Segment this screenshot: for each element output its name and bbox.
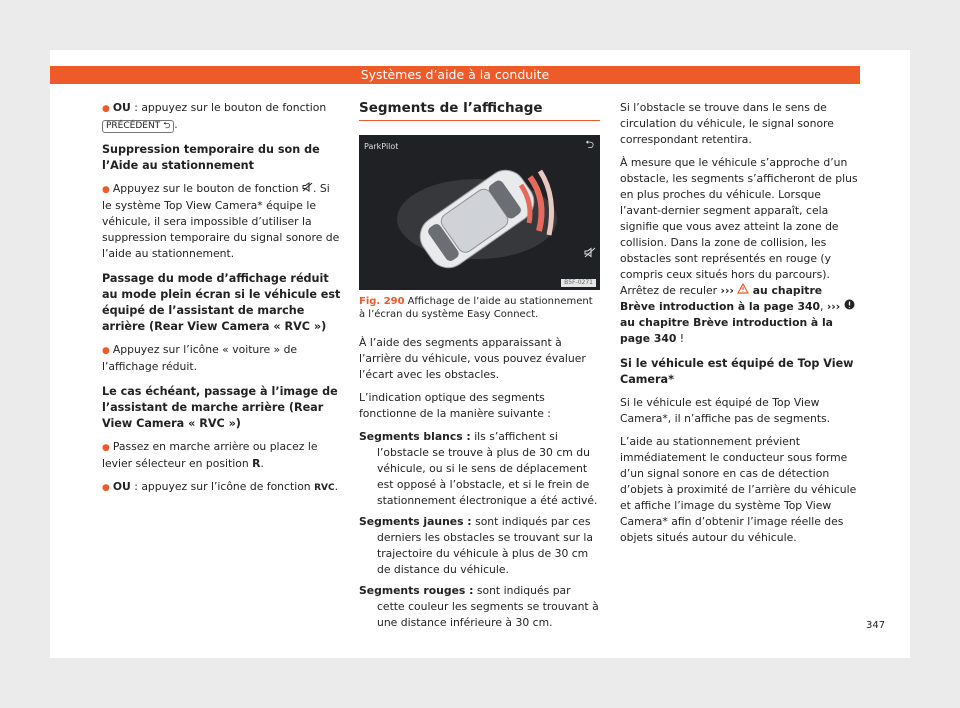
figure-caption: Fig. 290 Affichage de l’aide au stationnement à l’écran du système Easy Connect.: [359, 296, 593, 320]
back-arrow-icon: ⮌: [163, 121, 171, 131]
section-title: Segments de l’affichage: [359, 100, 600, 121]
screen-title: ParkPilot: [364, 142, 399, 151]
or-instruction-1: ● OU : appuyez sur le bouton de fonction PRÉCÉDENT ⮌ .: [102, 101, 327, 131]
rvc-label: RVC: [314, 483, 335, 493]
paragraph: Si le véhicule est équipé de Top View Camera*, il n’affiche pas de segments.: [620, 396, 831, 425]
column-2: [359, 100, 600, 636]
cross-reference-link[interactable]: au chapitre Brève introduction à la page 340: [620, 284, 823, 313]
key-precedent: PRÉCÉDENT ⮌: [102, 120, 174, 133]
mute-icon: [584, 247, 596, 258]
list-item: Segments blancs : ils s’affichent si l’obstacle se trouve à plus de 30 cm du véhicule, ou si le sens de déplacement est opposé à l’obstacle, et si le frein de stationnement électronique a été activé.: [359, 430, 598, 507]
info-icon: [844, 299, 855, 310]
figure-code: B5F-0271: [561, 279, 596, 287]
column-1: [102, 100, 342, 503]
list-item: Segments jaunes : sont indiqués par ces derniers les obstacles se trouvant sur la trajectoire du véhicule à plus de 30 cm de distance du véhicule.: [359, 515, 594, 576]
list-item: Segments rouges : sont indiqués par cette couleur les segments se trouvant à une distance inférieure à 30 cm.: [359, 584, 599, 629]
bullet-fullscreen: ● Appuyez sur l’icône « voiture » de l’affichage réduit.: [102, 343, 298, 373]
bullet-icon: ●: [102, 443, 110, 453]
or-instruction-2: ● OU : appuyez sur l’icône de fonction RVC.: [102, 480, 339, 493]
paragraph: À mesure que le véhicule s’approche d’un obstacle, les segments s’afficheront de plus en plus proches du véhicule. Lorsque l’avant-dernier segment apparaît, cela signifie que vous avez atteint la zone de collision. Dans la zone de collision, les obstacles sont représentés en rouge (y compris ceux situés hors du parcours). Arrêtez de reculer ››› au chapitre Brève introduction à la page 340, ››› au chapitre Brève introduction à la page 340 !: [620, 156, 858, 345]
mute-icon: [302, 182, 313, 192]
chapter-header: Systèmes d’aide à la conduite: [50, 66, 860, 84]
bullet-reverse: ● Passez en marche arrière ou placez le levier sélecteur en position R.: [102, 440, 318, 470]
paragraph: L’indication optique des segments fonctionne de la manière suivante :: [359, 391, 551, 420]
paragraph: À l’aide des segments apparaissant à l’arrière du véhicule, vous pouvez évaluer l’écart avec les obstacles.: [359, 336, 586, 381]
bullet-icon: ●: [102, 346, 110, 356]
proximity-segments: [359, 135, 600, 290]
heading-top-view: Si le véhicule est équipé de Top View Camera*: [620, 357, 854, 386]
bullet-icon: ●: [102, 483, 110, 493]
paragraph: Si l’obstacle se trouve dans le sens de circulation du véhicule, le signal sonore correspondant retentira.: [620, 101, 834, 146]
bullet-icon: ●: [102, 104, 110, 114]
bullet-icon: ●: [102, 185, 110, 195]
warning-icon: [737, 283, 749, 294]
heading-fullscreen: Passage du mode d’affichage réduit au mode plein écran si le véhicule est équipé de l’assistant de marche arrière (Rear View Camera « RVC »): [102, 272, 341, 333]
segment-red-1: [530, 177, 542, 231]
parkpilot-screen-figure: [359, 135, 600, 290]
column-3: [620, 100, 860, 553]
segment-red-2: [521, 185, 530, 223]
back-arrow-icon: ⮌: [585, 138, 594, 151]
heading-rvc: Le cas échéant, passage à l’image de l’assistant de marche arrière (Rear View Camera « RVC »): [102, 385, 338, 430]
page-number: 347: [866, 620, 886, 631]
bullet-mute: ● Appuyez sur le bouton de fonction . Si le système Top View Camera* équipe le véhicule, il sera impossible d’utiliser la suppression temporaire du signal sonore de l’aide au stationnement.: [102, 182, 340, 260]
cross-reference-link[interactable]: au chapitre Brève introduction à la page 340: [620, 316, 833, 345]
paragraph: L’aide au stationnement prévient immédiatement le conducteur sous forme d’un signal sonore en cas de détection d’objets à proximité de l’arrière du véhicule et affiche l’image du système Top View Camera* afin d’obtenir l’image réelle des objets situés autour du véhicule.: [620, 435, 857, 544]
heading-mute: Suppression temporaire du son de l’Aide au stationnement: [102, 143, 320, 172]
